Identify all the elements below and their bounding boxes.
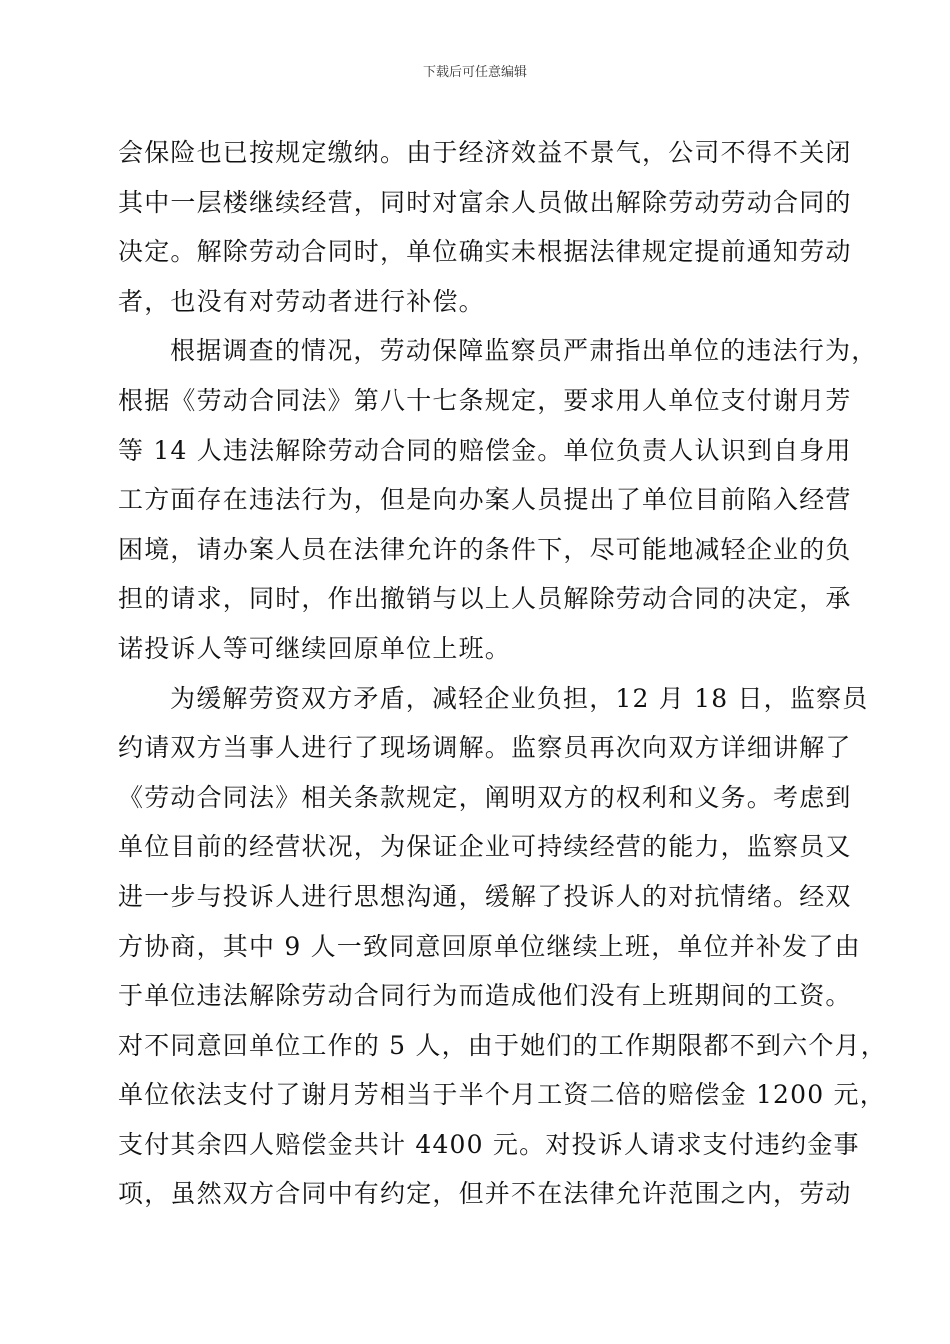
- text-line: 进一步与投诉人进行思想沟通，缓解了投诉人的对抗情绪。经双: [118, 881, 852, 911]
- document-body: [118, 128, 888, 1219]
- text-line: 单位依法支付了谢月芳相当于半个月工资二倍的赔偿金 1200 元，: [118, 1080, 886, 1110]
- text-line: 困境，请办案人员在法律允许的条件下，尽可能地减轻企业的负: [118, 534, 852, 564]
- text-line: 者，也没有对劳动者进行补偿。: [118, 286, 485, 316]
- text-line: 于单位违法解除劳动合同行为而造成他们没有上班期间的工资。: [118, 981, 852, 1011]
- text-line: 根据《劳动合同法》第八十七条规定，要求用人单位支付谢月芳: [118, 385, 852, 415]
- text-line: 项，虽然双方合同中有约定，但并不在法律允许范围之内，劳动: [118, 1179, 852, 1209]
- text-line: 诺投诉人等可继续回原单位上班。: [118, 633, 512, 663]
- paragraph-first-line: 为缓解劳资双方矛盾，减轻企业负担，12 月 18 日，监察员: [170, 683, 869, 713]
- text-line: 担的请求，同时，作出撤销与以上人员解除劳动合同的决定，承: [118, 584, 852, 614]
- text-line: 《劳动合同法》相关条款规定，阐明双方的权利和义务。考虑到: [118, 782, 852, 812]
- text-line: 单位目前的经营状况，为保证企业可持续经营的能力，监察员又: [118, 832, 852, 862]
- text-line: 对不同意回单位工作的 5 人，由于她们的工作期限都不到六个月，: [118, 1030, 888, 1060]
- text-line: 约请双方当事人进行了现场调解。监察员再次向双方详细讲解了: [118, 733, 852, 763]
- page-header: 下载后可任意编辑: [422, 65, 527, 80]
- text-line: 等 14 人违法解除劳动合同的赔偿金。单位负责人认识到自身用: [118, 435, 852, 465]
- text-line: 其中一层楼继续经营，同时对富余人员做出解除劳动劳动合同的: [118, 187, 852, 217]
- text-line: 支付其余四人赔偿金共计 4400 元。对投诉人请求支付违约金事: [118, 1129, 860, 1159]
- paragraph-first-line: 根据调查的情况，劳动保障监察员严肃指出单位的违法行为，: [170, 336, 878, 366]
- text-line: 决定。解除劳动合同时，单位确实未根据法律规定提前通知劳动: [118, 237, 852, 267]
- text-line: 方协商，其中 9 人一致同意回原单位继续上班，单位并补发了由: [118, 931, 861, 961]
- text-line: 会保险也已按规定缴纳。由于经济效益不景气，公司不得不关闭: [118, 138, 852, 167]
- text-line: 工方面存在违法行为，但是向办案人员提出了单位目前陷入经营: [118, 485, 852, 515]
